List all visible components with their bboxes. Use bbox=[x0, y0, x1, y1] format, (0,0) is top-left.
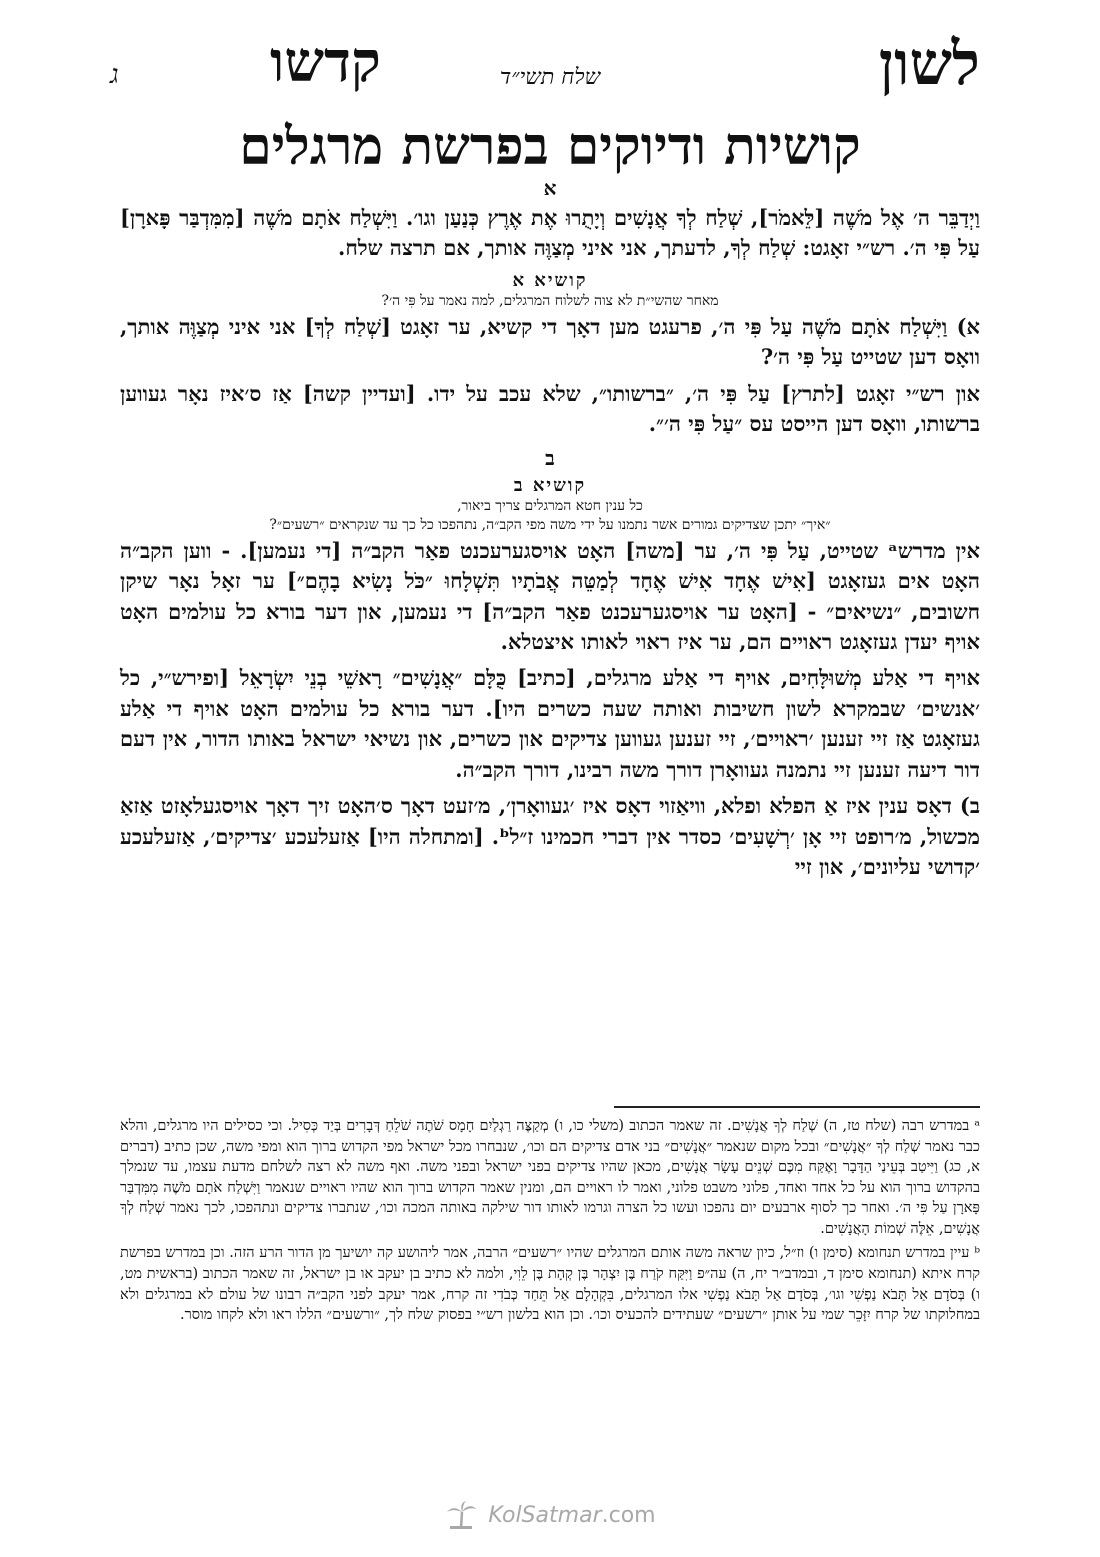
footnote-b: ᵇ עיין במדרש תנחומא (סימן ו) וז״ל, כיון שראה משה אותם המרגלים שהיו ״רשעים״ הרבה, אמר ליהושע קה יושיעך מן הדור הרע הזה. וכן במדרש בפרשת קרח איתא (תנחומא סימן ד, ובמדב״ר יח, ה) עה״פ וַיִּקַּח קֹרַח בֶּן יִצְהָר בֶּן קְהָת בֶּן לֵוִי, ולמה לא כתיב בן יעקב או בן ישראל, זה שאמר הכתוב (בראשית מט, ו) בְּסֹדָם אַל תָּבֹא נַפְשִׁי וגו׳, בְּסֹדָם אַל תָּבֹא נַפְשִׁי אלו המרגלים, בִּקְהָלָם אַל תֵּחַד כְּבֹדִי זה קרח, אמר יעקב לפני הקב״ה רבונו של עולם לא במרגלים ולא במחלוקתו של קרח יִזָּכֵר שמי על אותן ״רשעים״ שעתידים להכעיס וכו׳. וכן הוא בלשון רש״י בפסוק שלח לך, ״ורשעים״ הללו ראו ולא לקחו מוסר. bbox=[120, 1245, 980, 1324]
body-paragraph: און רש״י זאָגט [לתרץ] עַל פִּי ה׳, ״ברשותו״, שלא עכב על ידו. [ועדיין קשה] אַז ס׳איז נאָר געווען ברשותו, וואָס דען הייסט עס ״עַל פִּי ה׳״. bbox=[120, 380, 980, 437]
palm-tree-icon bbox=[444, 1500, 478, 1530]
body-paragraph: וַיְדַבֵּר ה׳ אֶל מֹשֶׁה [לֵּאמֹר], שְׁלַח לְךָ אֲנָשִׁים וְיָתֻרוּ אֶת אֶרֶץ כְּנַעַן וגו׳. וַיִּשְׁלַח אֹתָם מֹשֶׁה [מִמִּדְבַּר פָּארָן] עַל פִּי ה׳. רש״י זאָגט: שְׁלַח לְךָ, לדעתך, אני איני מְצַוֶּה אותך, אם תרצה שלח. bbox=[120, 205, 980, 261]
page-number: ג bbox=[110, 60, 119, 90]
main-body bbox=[120, 176, 980, 888]
footnote-divider bbox=[614, 1106, 980, 1108]
footnote-a: ᵃ במדרש רבה (שלח טז, ה) שְׁלַח לְךָ אֲנָשִׁים. זה שאמר הכתוב (משלי כו, ו) מְקַצֶּה רַגְלַיִם חָמָס שֹׁתֶה שֹׁלֵחַ דְּבָרִים בְּיַד כְּסִיל. וכי כסילים היו מרגלים, והלא כבר נאמר שְׁלַח לְךָ ״אֲנָשִׁים״ ובכל מקום שנאמר ״אֲנָשִׁים״ בני אדם צדיקים הם וכו׳, שנבחרו מכל ישראל מפי הקדוש ברוך הוא ומפי משה, שכן כתיב (דברים א, כג) וַיִּיטַב בְּעֵינַי הַדָּבָר וָאֶקַּח מִכֶּם שְׁנֵים עָשָׂר אֲנָשִׁים, מכאן שהיו צדיקים בפני ישראל ובפני משה. ואף משה לא רצה לשלחם מדעת עצמו, עד שנמלך בהקדוש ברוך הוא על כל אחד ואחד, פלוני משבט פלוני, ואמר לו ראויים הם, ומנין שאמר הקדוש ברוך הוא שהיו ראויים שנאמר וַיִּשְׁלַח אֹתָם מֹשֶׁה מִמִּדְבַּר פָּארָן עַל פִּי ה׳. ואחר כך לסוף ארבעים יום נהפכו ועשו כל הצרה וגרמו לאותו דור שילקה באותה המכה וכו׳, שנתברו צדיקים ונתהפכו, לכך נאמר שְׁלַח לְךָ אֲנָשִׁים, אֵלֶּה שְׁמוֹת הָאֲנָשִׁים. bbox=[120, 1118, 980, 1237]
header-title-left: קדשו bbox=[270, 29, 381, 95]
body-paragraph: א) וַיִּשְׁלַח אֹתָם מֹשֶׁה עַל פִּי ה׳, פרעגט מען דאָך די קשיא, ער זאָגט [שְׁלַח לְךָ] אני איני מְצַוֶּה אותך, וואָס דען שטייט עַל פִּי ה׳? bbox=[120, 313, 980, 370]
watermark-brand bbox=[0, 1500, 1100, 1534]
question-title-a: קושיא א bbox=[512, 269, 588, 291]
body-paragraph: ב) דאָס ענין איז אַ הפלא ופלא, וויאַזוי דאָס איז ׳געוואָרן׳, מ׳זעט דאָך ס׳האָט זיך דאָך אויסגעלאָזט אַזאַ מכשול, מ׳רופט זיי אָן ׳רְשָׁעִים׳ כסדר אין דברי חכמינו ז״לᵇ. [ומתחלה היו] אַזעלעכע ׳צדיקים׳, אַזעלעכע ׳קדושי עליונים׳, און זיי bbox=[120, 793, 980, 879]
brand-name-tld: .com bbox=[601, 1502, 656, 1528]
question-note-b: כל ענין חטא המרגלים צריך ביאור, bbox=[457, 497, 643, 514]
footnotes bbox=[120, 1116, 980, 1330]
question-note-b-2: ״איך״ יתכן שצדיקים גמורים אשר נתמנו על ידי משה מפי הקב״ה, נתהפכו כל כך עד שנקראים ״רשעים״? bbox=[269, 516, 831, 533]
main-title: קושיות ודיוקים בפרשת מרגלים bbox=[239, 116, 861, 177]
body-paragraph: אין מדרשᵃ שטייט, עַל פִּי ה׳, ער [משה] האָט אויסגערעכנט פאַר הקב״ה [די נעמען]. - ווען הקב״ה האָט אים געזאָגט [אִישׁ אֶחָד אִישׁ אֶחָד לְמַטֵּה אֲבֹתָיו תִּשְׁלָחוּ ״כֹּל נָשִׂיא בָהֶם״] ער זאָל נאָר שיקן חשובים, ״נשיאים״ - [האָט ער אויסגערעכנט פאַר הקב״ה] די נעמען, און דער בורא כל עולמים האָט אויף יעדן געזאָגט ראויים הם, ער איז ראוי לאותו איצטלא. bbox=[120, 537, 980, 654]
question-note-a: מאחר שהשי״ת לא צוה לשלוח המרגלים, למה נאמר על פִּי ה׳? bbox=[381, 292, 719, 309]
section-letter-b: ב bbox=[545, 445, 555, 470]
header-parsha-year: שלח תשי״ד bbox=[499, 65, 601, 90]
header-title-right: לשון bbox=[878, 29, 980, 99]
section-letter-a: א bbox=[543, 176, 557, 200]
body-paragraph: אויף די אַלע מְשׁוּלָּחִים, אויף די אַלע מרגלים, [כתיב] כֻּלָּם ״אֲנָשִׁים״ רָאשֵׁי בְנֵי יִשְׂרָאֵל [ופירש״י, כל ׳אנשים׳ שבמקרא לשון חשיבות ואותה שעה כשרים היו]. דער בורא כל עולמים האָט אויף די אַלע געזאָגט אַז זיי זענען ׳ראויים׳, זיי זענען געווען צדיקים און כשרים, און נשיאי ישראל באותו הדור, אין דעם דור דיעה זענען זיי נתמנה געוואָרן דורך משה רבינו, דורך הקב״ה. bbox=[120, 665, 980, 782]
brand-name-main: KolSatmar bbox=[488, 1502, 602, 1528]
brand-name bbox=[488, 1503, 655, 1528]
page-header bbox=[110, 24, 980, 104]
question-title-b: קושיא ב bbox=[513, 474, 587, 496]
